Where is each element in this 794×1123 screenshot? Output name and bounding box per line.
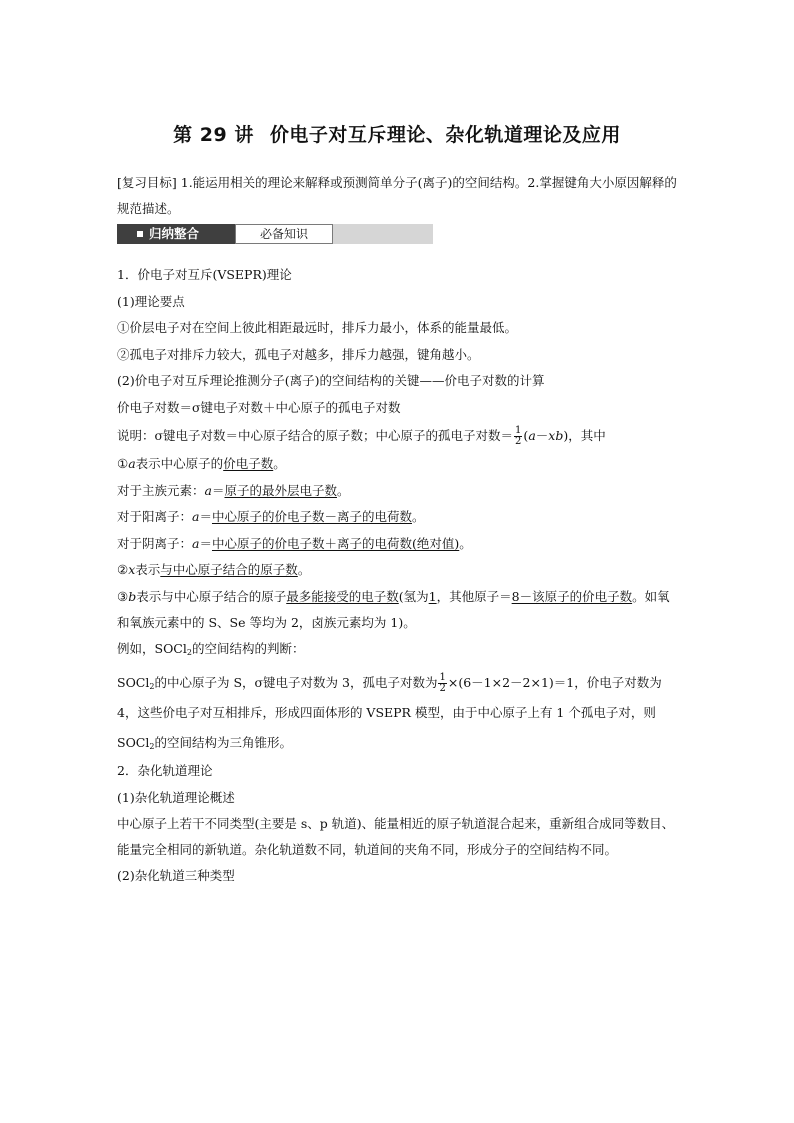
fraction-denominator: 2 [439, 683, 446, 694]
marker: ③ [117, 588, 129, 604]
section2-para: 中心原子上若干不同类型(主要是 s、p 轨道)、能量相近的原子轨道混合起来，重新组合成同等数目、能量完全相同的新轨道。杂化轨道数不同，轨道间的夹角不同，形成分子的空间结构不同。 [117, 816, 675, 857]
marker: ② [117, 562, 129, 577]
def-x [117, 557, 679, 584]
banner-main [117, 224, 235, 244]
text: 。 [459, 535, 472, 551]
answer-underlined: 价电子数 [223, 456, 274, 471]
document-body [117, 170, 679, 890]
answer-underlined: 原子的最外层电子数 [224, 482, 337, 498]
text: 。如氧和氧族元素中的 S、Se 等均为 2，卤族元素均为 1)。 [117, 588, 670, 630]
fraction-numerator: 1 [439, 672, 446, 683]
answer-underlined: 8－该原子的价电子数 [511, 588, 633, 604]
section1-point2: ②孤电子对排斥力较大，孤电子对越多，排斥力越强，键角越小。 [117, 346, 480, 362]
text: ＝ [199, 535, 212, 551]
def-a [117, 451, 679, 478]
var-a: a [204, 482, 212, 498]
note-text: 说明：σ键电子对数＝中心原子结合的原子数；中心原子的孤电子对数＝ [117, 428, 514, 443]
text: SOCl [117, 675, 150, 690]
square-icon [137, 231, 143, 237]
subscript: 2 [186, 647, 192, 657]
answer-underlined: 最多能接受的电子数 [286, 588, 399, 604]
text: 。 [297, 562, 311, 577]
banner-sub: 必备知识 [235, 224, 333, 244]
text: 的中心原子为 S，σ键电子对数为 3，孤电子对数为 [154, 675, 438, 690]
text: 。 [273, 456, 286, 471]
var-a: a [192, 535, 200, 551]
subscript: 2 [149, 742, 155, 751]
var-xb: xb [548, 428, 564, 443]
minus-sign: － [535, 428, 549, 443]
section2-sub1: (1)杂化轨道理论概述 [117, 789, 235, 805]
lecture-number: 第 29 讲 [173, 124, 254, 146]
section2-heading: 2．杂化轨道理论 [117, 763, 213, 778]
var-b: b [128, 588, 137, 604]
text: 表示 [135, 562, 161, 577]
text: 。 [412, 509, 425, 524]
section1-sub1: (1)理论要点 [117, 293, 185, 309]
def-main-group [117, 478, 679, 505]
section1-formula: 价电子对数＝σ键电子对数＋中心原子的孤电子对数 [117, 399, 401, 415]
answer-underlined: 中心原子的价电子数－离子的电荷数 [211, 509, 412, 524]
review-goal [117, 170, 679, 222]
text: ＝ [211, 482, 225, 498]
paren-open: ( [523, 428, 529, 443]
answer-underlined: 中心原子的价电子数＋离子的电荷数(绝对值) [211, 535, 460, 551]
example-intro [117, 636, 679, 663]
def-b [117, 584, 679, 636]
page-title [0, 120, 794, 147]
text: ×(6－1×2－2×1)＝1，价电子对数为 4，这些价电子对互相排斥，形成四面体形的 VSEPR 模型，由于中心原子上有 1 个孤电子对，则 SOCl [117, 675, 662, 750]
section-banner [117, 224, 433, 244]
marker: ① [117, 456, 129, 471]
text: 的空间结构为三角锥形。 [154, 735, 292, 750]
paren-close: ) [563, 428, 569, 443]
review-goal-label: [复习目标] [117, 175, 177, 190]
def-anion [117, 531, 679, 558]
text: 。 [337, 482, 350, 498]
answer-underlined: 1 [428, 588, 437, 604]
text: 例如，SOCl [117, 640, 187, 656]
section1-sub2: (2)价电子对互斥理论推测分子(离子)的空间结构的关键——价电子对数的计算 [117, 373, 545, 388]
def-cation [117, 504, 679, 531]
subscript: 2 [149, 682, 155, 691]
fraction-half [438, 673, 446, 694]
fraction-half [514, 426, 522, 447]
text: 的空间结构的判断： [191, 640, 305, 656]
note-tail: ，其中 [568, 428, 606, 443]
var-a: a [192, 509, 200, 524]
answer-underlined: 与中心原子结合的原子数 [160, 562, 298, 577]
text: 对于阳离子： [117, 509, 193, 524]
lecture-topic: 价电子对互斥理论、杂化轨道理论及应用 [269, 124, 621, 146]
section1-point1: ①价层电子对在空间上彼此相距最远时，排斥力最小，体系的能量最低。 [117, 320, 518, 335]
text: ，其他原子＝ [436, 588, 512, 604]
text: 对于主族元素： [117, 482, 205, 498]
var-a: a [528, 428, 536, 443]
text: 表示中心原子的 [135, 456, 224, 471]
text: ＝ [199, 509, 212, 524]
fraction-numerator: 1 [515, 425, 522, 436]
section1-note [117, 421, 679, 451]
var-a: a [128, 456, 136, 471]
section2-sub2: (2)杂化轨道三种类型 [117, 868, 235, 883]
section1-heading: 1．价电子对互斥(VSEPR)理论 [117, 267, 292, 282]
review-goal-text: 1.能运用相关的理论来解释或预测简单分子(离子)的空间结构。2.掌握键角大小原因解释的规范描述。 [117, 175, 677, 216]
banner-main-label: 归纳整合 [149, 226, 200, 241]
text: (氢为 [398, 588, 429, 604]
var-x: x [128, 562, 136, 577]
text: 对于阴离子： [117, 535, 193, 551]
fraction-denominator: 2 [515, 436, 522, 447]
example-body [117, 668, 679, 758]
text: 表示与中心原子结合的原子 [136, 588, 287, 604]
